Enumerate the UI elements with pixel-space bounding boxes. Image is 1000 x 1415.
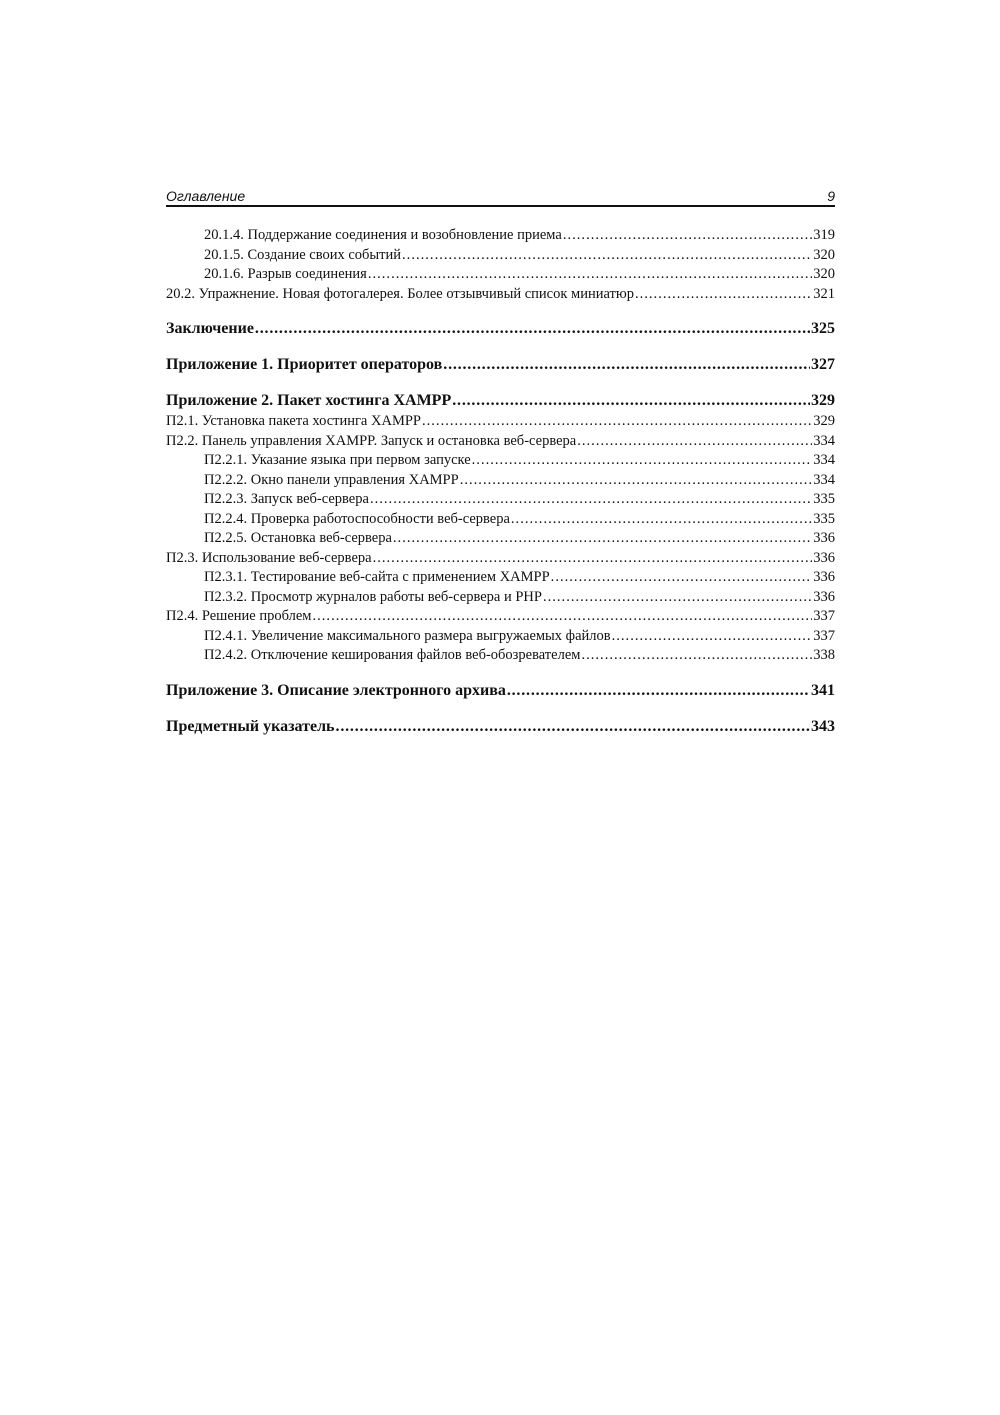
toc-entry [166, 226, 835, 246]
dot-leader [563, 226, 812, 246]
toc-entry-label: П2.2.3. Запуск веб-сервера [204, 491, 369, 507]
dot-leader [336, 716, 810, 738]
toc-entry-page: 320 [813, 266, 835, 282]
toc-chapter [166, 716, 835, 738]
toc-entry-label: П2.3.1. Тестирование веб-сайта с применением XAMPP [204, 569, 550, 585]
toc-entry-label: 20.1.5. Создание своих событий [204, 246, 402, 263]
toc-entry [166, 451, 835, 471]
toc-entry-label: П2.2.5. Остановка веб-сервера [204, 530, 392, 546]
toc-entry [166, 568, 835, 588]
toc-chapter-page: 327 [811, 356, 835, 373]
dot-leader [551, 568, 813, 588]
toc-chapter-page: 329 [811, 392, 835, 409]
toc-chapter-label: Заключение [166, 320, 254, 337]
header-title: Оглавление [166, 188, 246, 204]
toc-chapter [166, 390, 835, 412]
toc-chapter-label: Приложение 3. Описание электронного архива [166, 681, 506, 699]
dot-leader [373, 549, 813, 569]
toc-entry-label: П2.2. Панель управления XAMPP. Запуск и остановка веб-сервера [166, 432, 577, 449]
toc-chapter-page: 343 [811, 717, 835, 735]
toc-entry-label: 20.2. Упражнение. Новая фотогалерея. Более отзывчивый список миниатюр [166, 285, 634, 302]
dot-leader [460, 471, 813, 491]
toc-entry [166, 646, 835, 666]
toc-entry-page: 334 [813, 452, 835, 468]
running-header [166, 187, 835, 207]
toc-entry-page: 336 [813, 588, 835, 605]
dot-leader [370, 490, 812, 510]
toc-entry-page: 336 [813, 530, 835, 546]
toc-chapter-page: 325 [811, 320, 835, 337]
toc-entry-label: П2.4. Решение проблем [166, 608, 312, 624]
toc-chapter-label: Приложение 1. Приоритет операторов [166, 356, 443, 373]
toc-entry [166, 529, 835, 549]
toc-entry [166, 490, 835, 510]
toc-entry-page: 334 [813, 471, 835, 488]
dot-leader [255, 318, 810, 340]
toc-chapter [166, 680, 835, 702]
toc-entry [166, 588, 835, 608]
toc-entry-label: П2.4.2. Отключение кеширования файлов веб-обозревателем [204, 647, 581, 663]
toc-entry [166, 432, 835, 452]
toc-entry-page: 319 [813, 227, 835, 243]
toc-entry [166, 471, 835, 491]
toc-entry [166, 285, 835, 305]
dot-leader [422, 412, 812, 432]
toc-entry-label: П2.1. Установка пакета хостинга XAMPP [166, 413, 421, 429]
toc-entry [166, 510, 835, 530]
toc-entry [166, 265, 835, 285]
header-page-number: 9 [827, 188, 835, 204]
toc-chapter-label: Приложение 2. Пакет хостинга XAMPP [166, 392, 452, 409]
toc-chapter-page: 341 [811, 681, 835, 699]
toc-entry [166, 607, 835, 627]
dot-leader [577, 432, 812, 452]
toc-entry-page: 335 [813, 491, 835, 507]
toc-chapter [166, 318, 835, 340]
toc-entry-page: 335 [813, 510, 835, 527]
dot-leader [511, 510, 812, 530]
toc-entry-label: 20.1.4. Поддержание соединения и возобновление приема [204, 227, 562, 243]
dot-leader [507, 680, 810, 702]
toc-entry-page: 336 [813, 569, 835, 585]
dot-leader [581, 646, 812, 666]
dot-leader [612, 627, 813, 647]
dot-leader [543, 588, 812, 608]
toc-entry-label: П2.3. Использование веб-сервера [166, 549, 372, 566]
dot-leader [402, 246, 812, 266]
dot-leader [635, 285, 812, 305]
toc-entry-label: 20.1.6. Разрыв соединения [204, 266, 367, 282]
toc-chapter-label: Предметный указатель [166, 717, 335, 735]
toc-entry-label: П2.4.1. Увеличение максимального размера выгружаемых файлов [204, 627, 611, 644]
toc-entry-page: 320 [813, 246, 835, 263]
toc-entry-page: 338 [813, 647, 835, 663]
toc-entry-label: П2.3.2. Просмотр журналов работы веб-сервера и PHP [204, 588, 542, 605]
dot-leader [472, 451, 813, 471]
toc-entry-page: 321 [813, 285, 835, 302]
toc-entry-page: 337 [813, 608, 835, 624]
toc-chapter [166, 354, 835, 376]
dot-leader [452, 390, 810, 412]
table-of-contents [166, 226, 835, 738]
toc-entry [166, 627, 835, 647]
toc-entry-label: П2.2.1. Указание языка при первом запуске [204, 452, 471, 468]
toc-entry [166, 412, 835, 432]
toc-entry-label: П2.2.4. Проверка работоспособности веб-сервера [204, 510, 510, 527]
toc-entry-page: 329 [813, 413, 835, 429]
toc-entry-page: 334 [813, 432, 835, 449]
dot-leader [312, 607, 812, 627]
toc-entry [166, 246, 835, 266]
toc-entry-page: 337 [813, 627, 835, 644]
toc-entry-page: 336 [813, 549, 835, 566]
dot-leader [443, 354, 810, 376]
dot-leader [393, 529, 812, 549]
dot-leader [368, 265, 812, 285]
toc-entry [166, 549, 835, 569]
toc-entry-label: П2.2.2. Окно панели управления XAMPP [204, 471, 459, 488]
